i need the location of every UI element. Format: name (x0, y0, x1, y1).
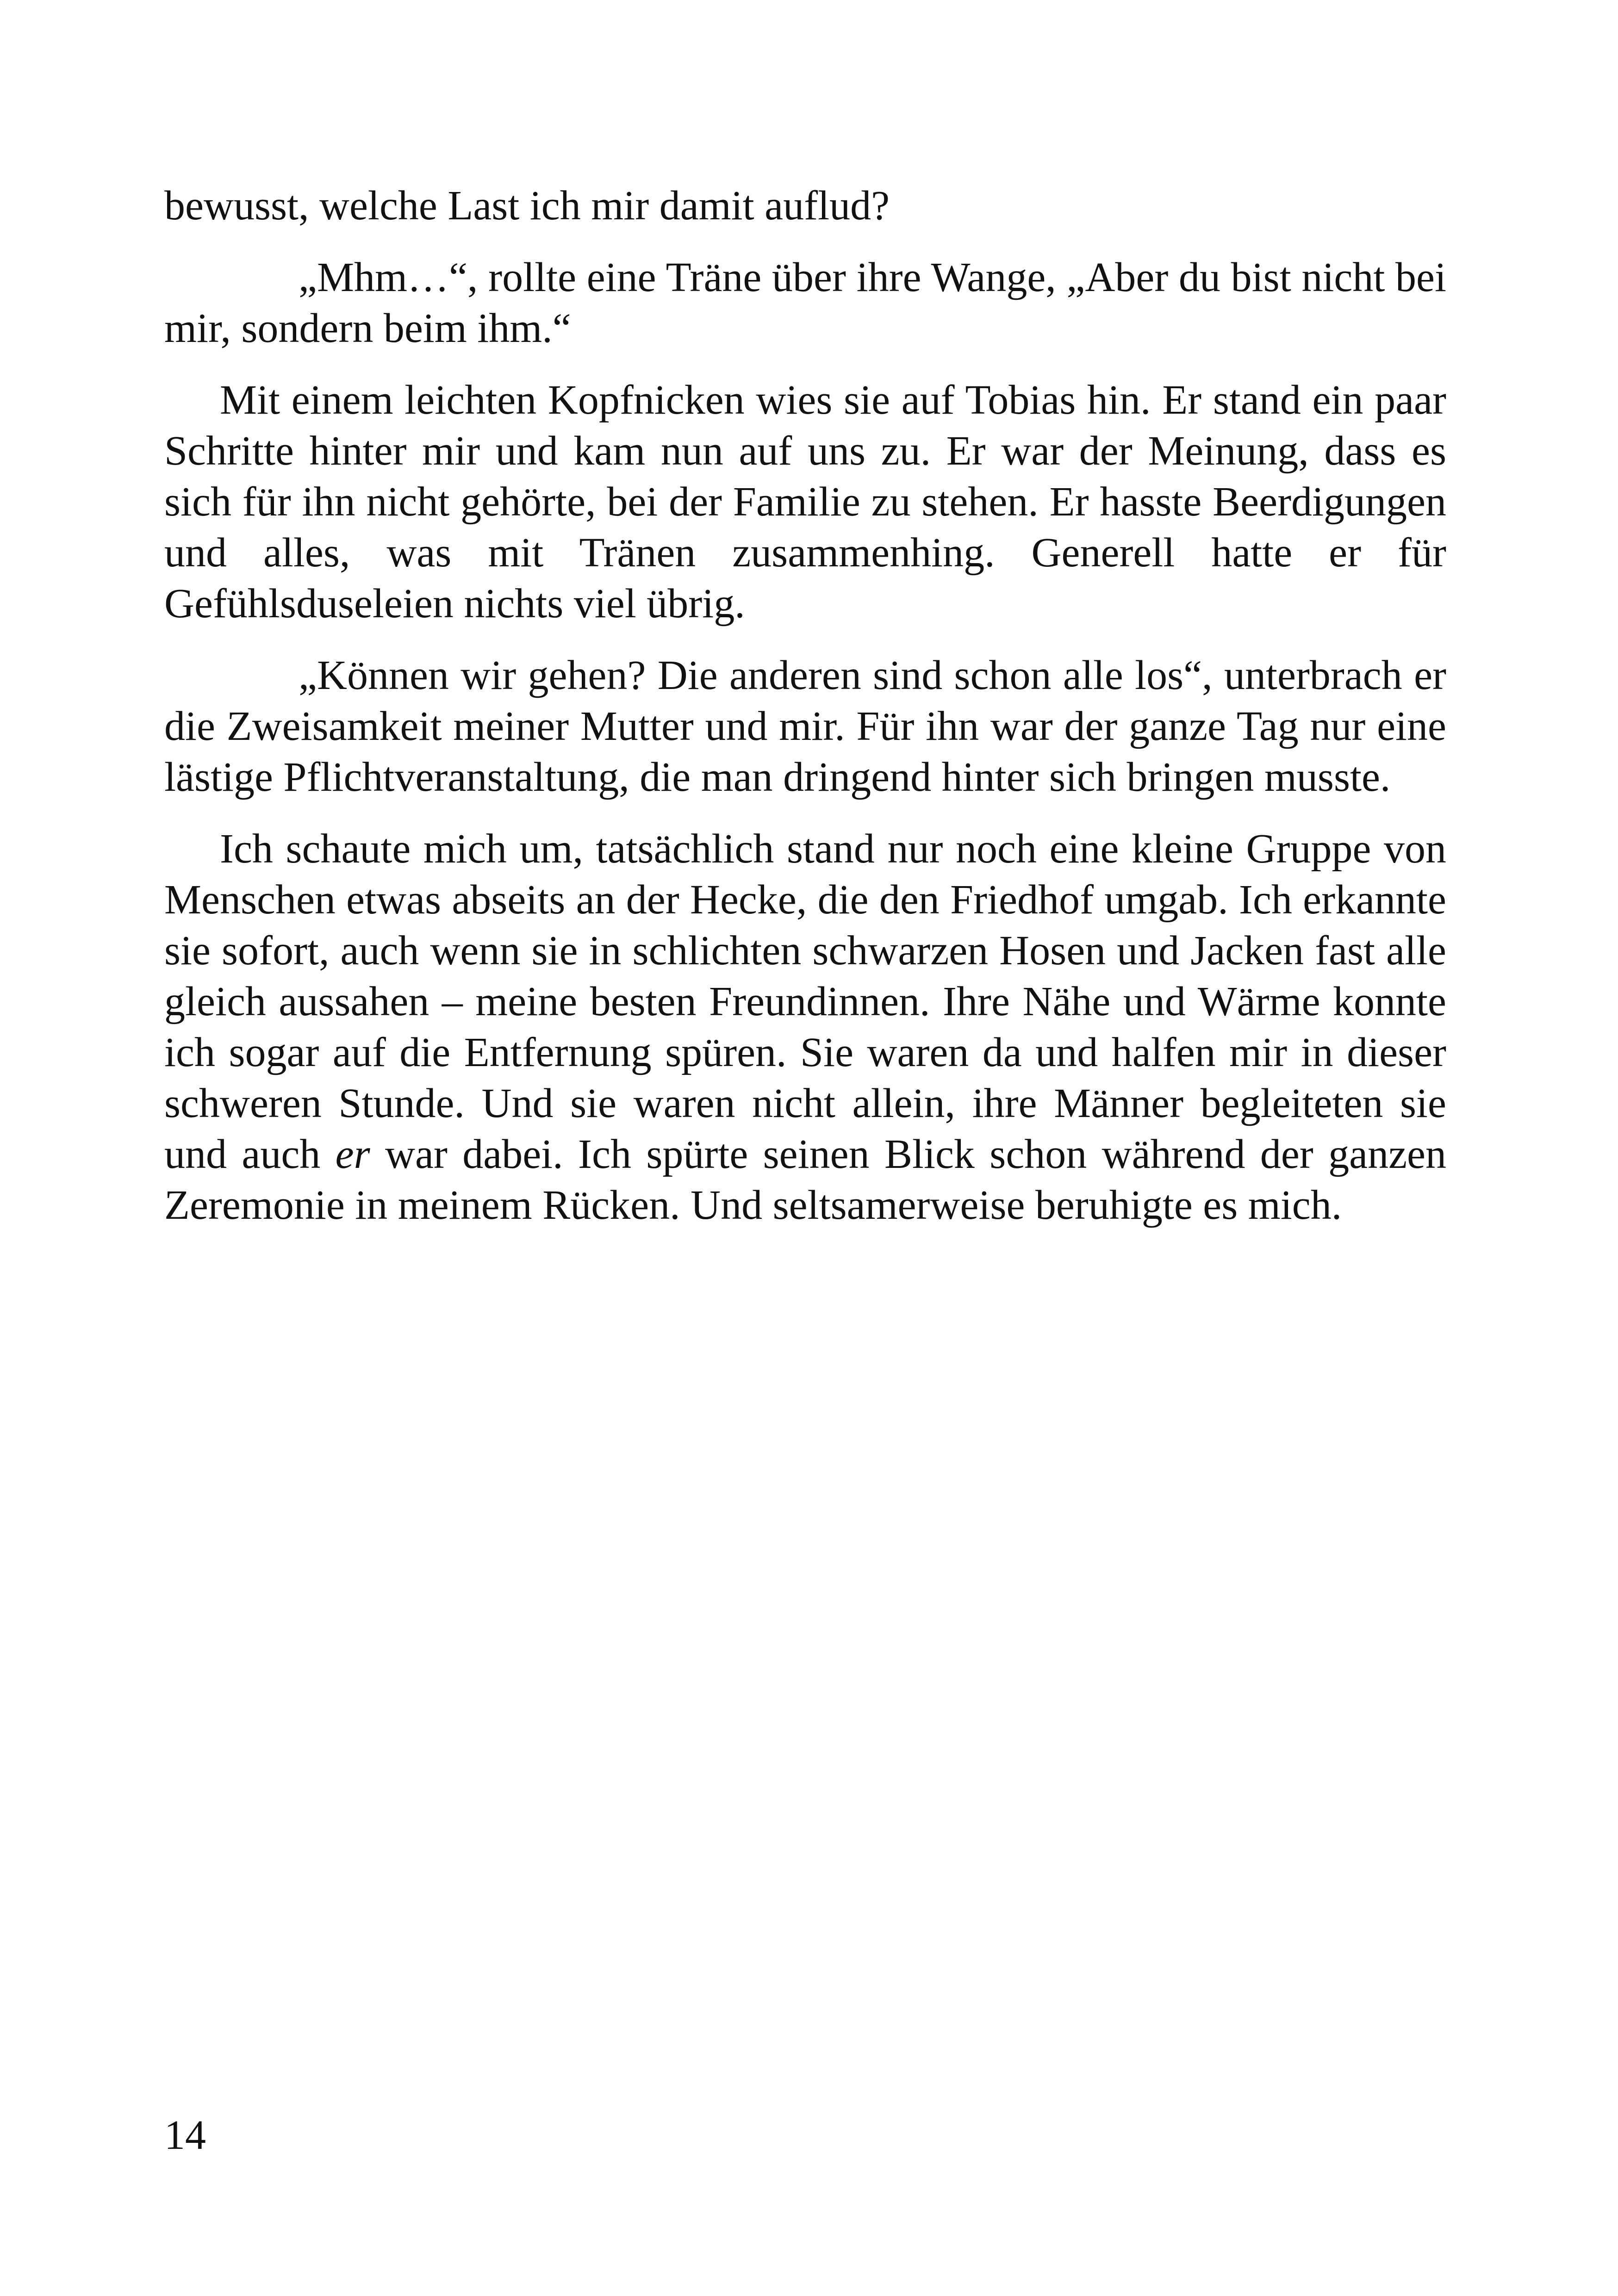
page-number: 14 (164, 2112, 206, 2158)
paragraph-3: Mit einem leichten Kopfnicken wies sie auf Tobias hin. Er stand ein paar Schritte hinter mir und kam nun auf uns zu. Er war der Meinung, dass es sich für ihn nicht gehörte, bei der Familie zu stehen. Er hasste Beerdigungen und alles, was mit Tränen zusammenhing. Generell hatte er für Gefühlsduseleien nichts viel übrig. (164, 377, 1446, 627)
paragraph-4: „Können wir gehen? Die anderen sind schon alle los“, unterbrach er die Zweisamkeit meiner Mutter und mir. Für ihn war der ganze Tag nur eine lästige Pflichtveranstaltung, die man dringend hinter sich bringen musste. (164, 652, 1446, 800)
paragraph-2: „Mhm…“, rollte eine Träne über ihre Wange, „Aber du bist nicht bei mir, sondern beim ihm.“ (164, 254, 1446, 351)
page-body-text (164, 180, 1446, 1231)
paragraph-5-text-b: war dabei. Ich spürte seinen Blick schon während der ganzen Zeremonie in meinem Rücken. Und seltsamerweise beruhigte es mich. (164, 1131, 1446, 1228)
paragraph-5-emphasis: er (335, 1131, 370, 1177)
paragraph-5-text-a: Ich schaute mich um, tatsächlich stand nur noch eine kleine Gruppe von Menschen etwas abseits an der Hecke, die den Friedhof umgab. Ich erkannte sie sofort, auch wenn sie in schlichten schwarzen Hosen und Jacken fast alle gleich aussahen – meine besten Freundinnen. Ihre Nähe und Wärme konnte ich sogar auf die Entfernung spüren. Sie waren da und halfen mir in dieser schweren Stunde. Und sie waren nicht allein, ihre Männer begleiteten sie und auch (164, 826, 1446, 1177)
paragraph-1: bewusst, welche Last ich mir damit auflud? (164, 183, 890, 229)
paragraph-5 (164, 824, 1446, 1231)
